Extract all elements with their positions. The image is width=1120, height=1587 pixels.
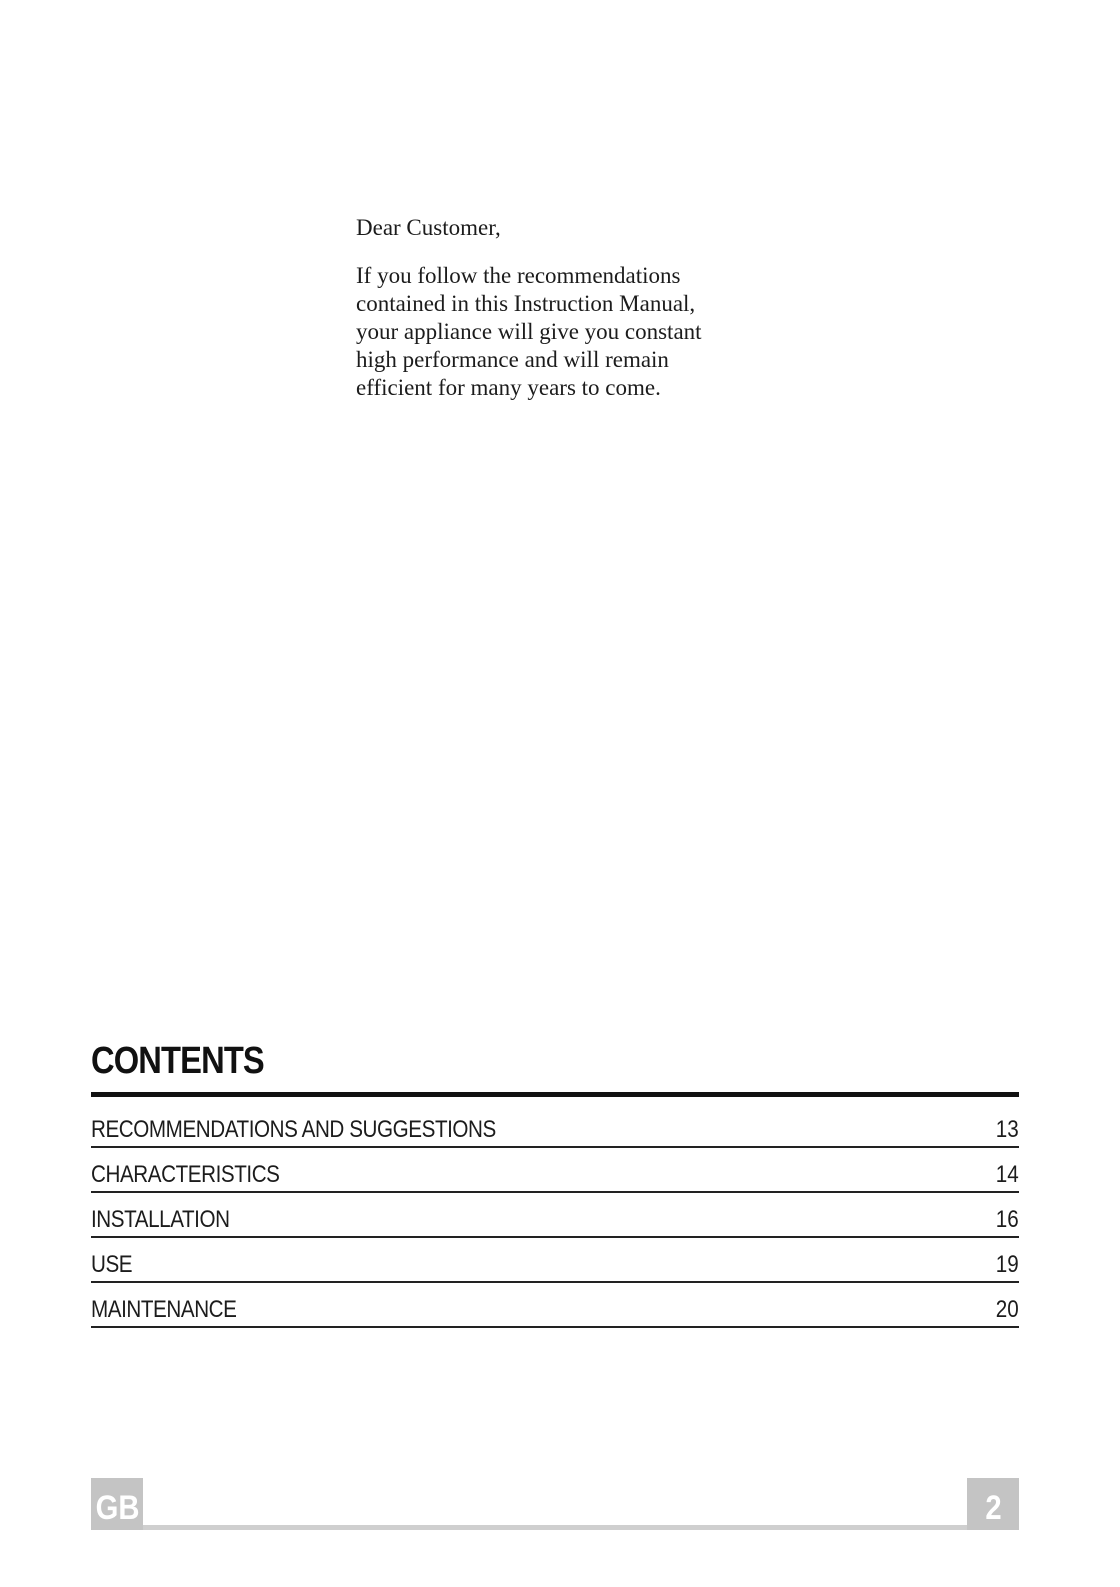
intro-letter	[356, 214, 776, 402]
intro-line: your appliance will give you constant	[356, 319, 702, 344]
page-number: 2	[984, 1489, 1002, 1527]
toc-item-maintenance[interactable]	[91, 1289, 1019, 1328]
toc-item-use[interactable]	[91, 1244, 1019, 1283]
toc-item-label: USE	[91, 1251, 133, 1278]
table-of-contents	[91, 1109, 1019, 1334]
toc-item-label: INSTALLATION	[91, 1206, 230, 1233]
page-number-badge	[967, 1478, 1019, 1530]
intro-line: If you follow the recommendations	[356, 263, 681, 288]
toc-item-page: 14	[996, 1161, 1019, 1188]
contents-divider	[91, 1092, 1019, 1097]
greeting: Dear Customer,	[356, 215, 501, 240]
footer-divider	[91, 1525, 1019, 1530]
toc-item-page: 13	[996, 1116, 1019, 1143]
toc-item-installation[interactable]	[91, 1199, 1019, 1238]
language-code: GB	[95, 1489, 139, 1527]
toc-item-page: 19	[996, 1251, 1019, 1278]
intro-line: efficient for many years to come.	[356, 375, 661, 400]
intro-line: high performance and will remain	[356, 347, 669, 372]
toc-item-page: 16	[996, 1206, 1019, 1233]
language-badge	[91, 1478, 143, 1530]
toc-item-label: MAINTENANCE	[91, 1296, 237, 1323]
intro-paragraph	[356, 262, 776, 402]
intro-line: contained in this Instruction Manual,	[356, 291, 696, 316]
contents-heading: CONTENTS	[91, 1040, 264, 1082]
toc-item-characteristics[interactable]	[91, 1154, 1019, 1193]
toc-item-label: RECOMMENDATIONS AND SUGGESTIONS	[91, 1116, 496, 1143]
toc-item-label: CHARACTERISTICS	[91, 1161, 280, 1188]
toc-item-recommendations[interactable]	[91, 1109, 1019, 1148]
toc-item-page: 20	[996, 1296, 1019, 1323]
